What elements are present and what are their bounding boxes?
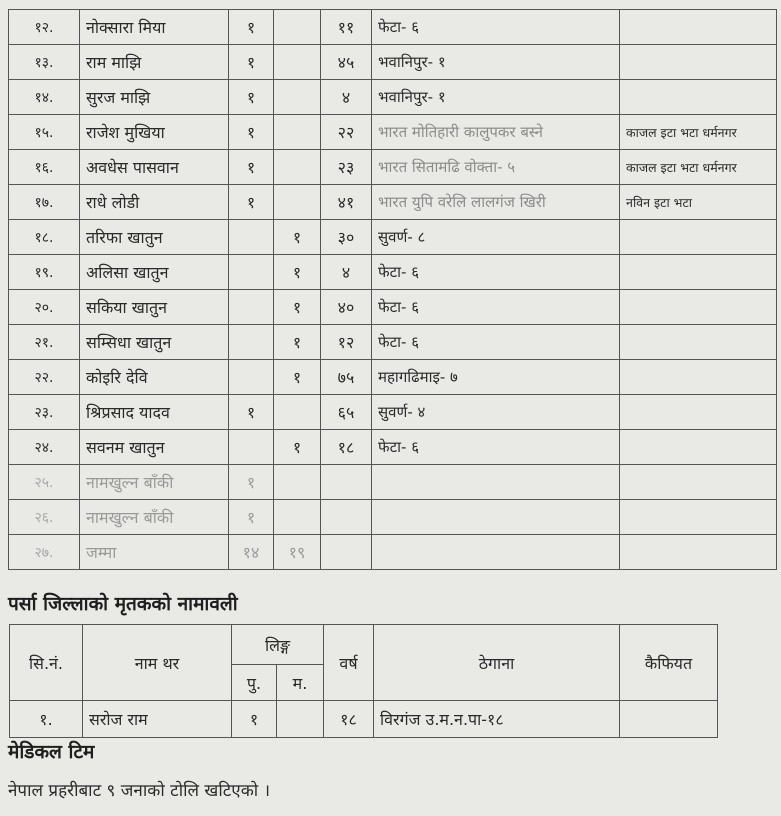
cell-age: १८ xyxy=(321,430,372,465)
cell-female xyxy=(274,395,321,430)
cell-age: १८ xyxy=(324,701,374,738)
cell-remarks: नविन इटा भटा xyxy=(620,185,777,220)
cell-sn: २१. xyxy=(9,325,80,360)
cell-address: फेटा- ६ xyxy=(372,430,620,465)
cell-name: श्रिप्रसाद यादव xyxy=(80,395,229,430)
cell-female xyxy=(274,150,321,185)
cell-sn: १४. xyxy=(9,80,80,115)
cell-age: ४१ xyxy=(321,185,372,220)
cell-address: भवानिपुर- १ xyxy=(372,45,620,80)
cell-female: १९ xyxy=(274,535,321,570)
cell-sn: २०. xyxy=(9,290,80,325)
cell-male: १ xyxy=(229,150,274,185)
cell-female: १ xyxy=(274,220,321,255)
cell-remarks xyxy=(620,701,718,738)
cell-name: राधे लोडी xyxy=(80,185,229,220)
cell-name: नोक्सारा मिया xyxy=(80,10,229,45)
cell-name: सुरज माझि xyxy=(80,80,229,115)
cell-address: सुवर्ण- ४ xyxy=(372,395,620,430)
cell-sn: २३. xyxy=(9,395,80,430)
cell-male: १ xyxy=(229,185,274,220)
cell-name: कोइरि देवि xyxy=(80,360,229,395)
cell-address xyxy=(372,535,620,570)
cell-address: फेटा- ६ xyxy=(372,290,620,325)
cell-sn: २६. xyxy=(9,500,80,535)
table-row xyxy=(9,325,777,360)
cell-address: सुवर्ण- ८ xyxy=(372,220,620,255)
cell-age: ११ xyxy=(321,10,372,45)
cell-male: १ xyxy=(229,465,274,500)
deceased-list-table xyxy=(8,9,777,570)
cell-name: नामखुल्न बाँकी xyxy=(80,465,229,500)
table-row xyxy=(9,360,777,395)
cell-name: अवधेस पासवान xyxy=(80,150,229,185)
cell-address: भवानिपुर- १ xyxy=(372,80,620,115)
col-header-remarks: कैफियत xyxy=(620,625,718,701)
cell-male xyxy=(229,220,274,255)
table-row xyxy=(9,395,777,430)
cell-male: १ xyxy=(232,701,277,738)
cell-remarks: काजल इटा भटा धर्मनगर xyxy=(620,150,777,185)
col-header-sn: सि.नं. xyxy=(10,625,83,701)
cell-age: २२ xyxy=(321,115,372,150)
cell-name: सम्सिधा खातुन xyxy=(80,325,229,360)
cell-sn: २४. xyxy=(9,430,80,465)
cell-age: ६५ xyxy=(321,395,372,430)
cell-female xyxy=(274,500,321,535)
cell-female xyxy=(274,465,321,500)
cell-female xyxy=(277,701,324,738)
cell-age xyxy=(321,465,372,500)
cell-sn: २५. xyxy=(9,465,80,500)
cell-age xyxy=(321,500,372,535)
cell-name: सरोज राम xyxy=(83,701,232,738)
cell-address: विरगंज उ.म.न.पा-१८ xyxy=(374,701,620,738)
table-row xyxy=(9,220,777,255)
cell-age: ७५ xyxy=(321,360,372,395)
col-header-address: ठेगाना xyxy=(374,625,620,701)
cell-address: फेटा- ६ xyxy=(372,255,620,290)
cell-name: सकिया खातुन xyxy=(80,290,229,325)
cell-sn: १९. xyxy=(9,255,80,290)
cell-sn: १३. xyxy=(9,45,80,80)
table-row xyxy=(9,255,777,290)
cell-address: भारत मोतिहारी कालुपकर बस्ने xyxy=(372,115,620,150)
col-header-gender: लिङ्ग xyxy=(232,625,324,665)
cell-remarks xyxy=(620,80,777,115)
parsa-deceased-table xyxy=(9,624,718,738)
cell-male: १ xyxy=(229,10,274,45)
cell-age xyxy=(321,535,372,570)
cell-name: जम्मा xyxy=(80,535,229,570)
cell-name: नामखुल्न बाँकी xyxy=(80,500,229,535)
cell-male xyxy=(229,360,274,395)
cell-sn: १. xyxy=(10,701,83,738)
cell-name: राम माझि xyxy=(80,45,229,80)
table-row xyxy=(9,80,777,115)
cell-age: ४ xyxy=(321,255,372,290)
table-row xyxy=(9,290,777,325)
cell-sn: १७. xyxy=(9,185,80,220)
medical-team-title: मेडिकल टिम xyxy=(8,741,95,763)
cell-name: सवनम खातुन xyxy=(80,430,229,465)
cell-male: १ xyxy=(229,45,274,80)
cell-age: ३० xyxy=(321,220,372,255)
col-header-male: पु. xyxy=(232,665,277,701)
parsa-section-title: पर्सा जिल्लाको मृतकको नामावली xyxy=(8,593,238,615)
cell-address xyxy=(372,500,620,535)
cell-remarks xyxy=(620,255,777,290)
medical-team-text: नेपाल प्रहरीबाट ९ जनाको टोलि खटिएको । xyxy=(8,781,271,801)
cell-male: १ xyxy=(229,80,274,115)
cell-female xyxy=(274,185,321,220)
cell-female: १ xyxy=(274,255,321,290)
cell-address: फेटा- ६ xyxy=(372,10,620,45)
table-row xyxy=(10,701,718,738)
cell-address xyxy=(372,465,620,500)
cell-address: भारत सितामढि वोक्ता- ५ xyxy=(372,150,620,185)
cell-sn: १२. xyxy=(9,10,80,45)
cell-male: १ xyxy=(229,395,274,430)
cell-female xyxy=(274,10,321,45)
cell-address: महागढिमाइ- ७ xyxy=(372,360,620,395)
cell-address: फेटा- ६ xyxy=(372,325,620,360)
cell-male xyxy=(229,255,274,290)
table-row xyxy=(9,465,777,500)
cell-sn: १५. xyxy=(9,115,80,150)
cell-female xyxy=(274,80,321,115)
cell-female xyxy=(274,115,321,150)
cell-remarks xyxy=(620,395,777,430)
cell-age: १२ xyxy=(321,325,372,360)
cell-sn: १६. xyxy=(9,150,80,185)
cell-male xyxy=(229,430,274,465)
cell-female xyxy=(274,45,321,80)
table-row xyxy=(9,150,777,185)
col-header-female: म. xyxy=(277,665,324,701)
cell-name: राजेश मुखिया xyxy=(80,115,229,150)
cell-remarks xyxy=(620,220,777,255)
cell-male xyxy=(229,325,274,360)
cell-sn: १८. xyxy=(9,220,80,255)
cell-age: ४ xyxy=(321,80,372,115)
cell-female: १ xyxy=(274,430,321,465)
table-row xyxy=(9,500,777,535)
cell-remarks xyxy=(620,465,777,500)
cell-male: १४ xyxy=(229,535,274,570)
cell-age: २३ xyxy=(321,150,372,185)
table-row xyxy=(9,10,777,45)
col-header-name: नाम थर xyxy=(83,625,232,701)
cell-female: १ xyxy=(274,360,321,395)
table-row xyxy=(9,115,777,150)
table-row xyxy=(9,535,777,570)
cell-female: १ xyxy=(274,325,321,360)
cell-name: तरिफा खातुन xyxy=(80,220,229,255)
cell-remarks xyxy=(620,430,777,465)
cell-age: ४५ xyxy=(321,45,372,80)
col-header-age: वर्ष xyxy=(324,625,374,701)
cell-remarks: काजल इटा भटा धर्मनगर xyxy=(620,115,777,150)
table-row xyxy=(9,45,777,80)
cell-female: १ xyxy=(274,290,321,325)
cell-remarks xyxy=(620,290,777,325)
cell-sn: २७. xyxy=(9,535,80,570)
cell-remarks xyxy=(620,45,777,80)
cell-male: १ xyxy=(229,115,274,150)
cell-male: १ xyxy=(229,500,274,535)
cell-male xyxy=(229,290,274,325)
cell-remarks xyxy=(620,500,777,535)
cell-address: भारत युपि वरेलि लालगंज खिरी xyxy=(372,185,620,220)
cell-sn: २२. xyxy=(9,360,80,395)
cell-remarks xyxy=(620,360,777,395)
table-row xyxy=(9,430,777,465)
cell-name: अलिसा खातुन xyxy=(80,255,229,290)
cell-remarks xyxy=(620,325,777,360)
cell-remarks xyxy=(620,10,777,45)
table-row xyxy=(9,185,777,220)
cell-remarks xyxy=(620,535,777,570)
cell-age: ४० xyxy=(321,290,372,325)
